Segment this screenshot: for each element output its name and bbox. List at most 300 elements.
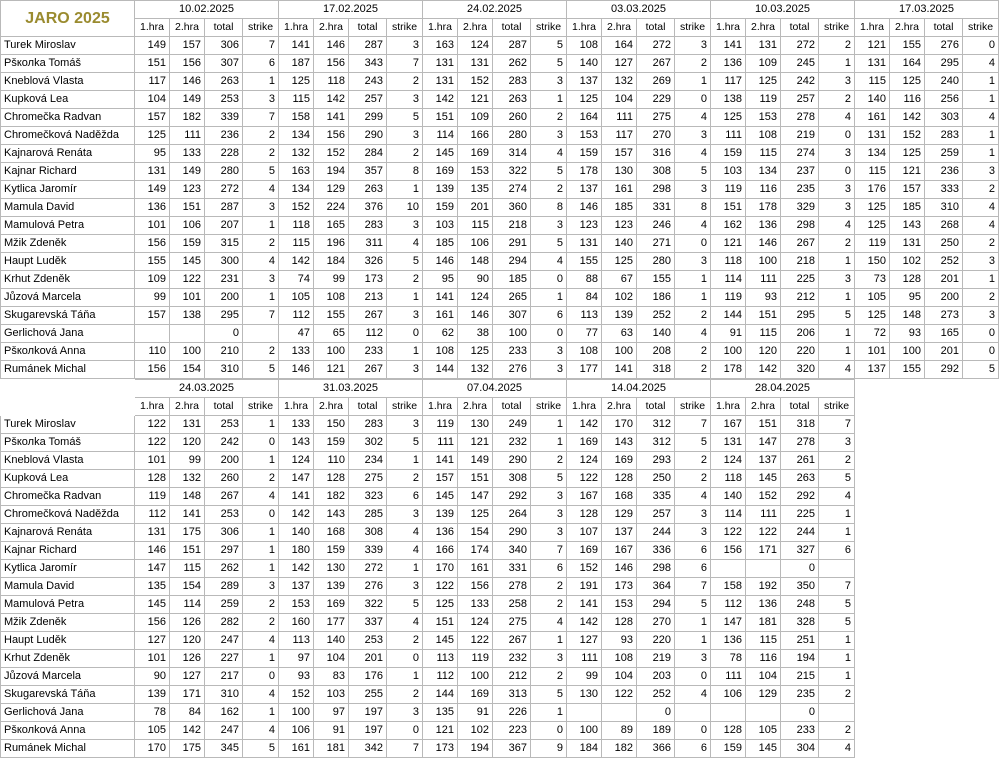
score-cell: 364 (637, 578, 675, 596)
score-cell: 5 (387, 434, 423, 452)
score-cell: 151 (458, 470, 493, 488)
score-cell: 127 (170, 668, 205, 686)
score-cell: 307 (493, 307, 531, 325)
score-cell: 100 (279, 704, 314, 722)
score-cell: 1 (819, 55, 855, 73)
score-cell: 2 (819, 235, 855, 253)
score-cell: 263 (781, 470, 819, 488)
score-cell: 6 (819, 542, 855, 560)
score-cell: 282 (205, 614, 243, 632)
score-cell: 100 (711, 343, 746, 361)
score-cell: 125 (135, 127, 170, 145)
score-cell: 366 (637, 740, 675, 758)
score-cell: 250 (637, 470, 675, 488)
spacer-cell (855, 470, 890, 488)
score-cell (675, 704, 711, 722)
score-cell: 278 (781, 434, 819, 452)
score-cell: 218 (781, 253, 819, 271)
score-cell: 1 (387, 452, 423, 470)
score-cell: 124 (711, 452, 746, 470)
score-cell: 1 (675, 632, 711, 650)
score-cell: 2 (243, 343, 279, 361)
score-cell: 173 (423, 740, 458, 758)
score-cell: 357 (349, 163, 387, 181)
player-name-cell: Gerlichová Jana (1, 704, 135, 722)
score-cell: 2 (963, 289, 999, 307)
player-name-cell: Mžik Zdeněk (1, 235, 135, 253)
score-cell: 343 (349, 55, 387, 73)
score-cell: 142 (279, 506, 314, 524)
score-cell: 122 (458, 632, 493, 650)
score-cell: 136 (746, 217, 781, 235)
score-cell: 122 (423, 578, 458, 596)
score-cell: 152 (567, 560, 602, 578)
score-cell: 152 (458, 73, 493, 91)
score-cell: 134 (279, 181, 314, 199)
score-cell: 120 (746, 343, 781, 361)
score-cell: 318 (781, 416, 819, 434)
score-cell: 300 (205, 253, 243, 271)
score-cell: 291 (493, 235, 531, 253)
score-cell: 111 (170, 127, 205, 145)
score-cell: 275 (637, 109, 675, 127)
score-cell: 322 (349, 596, 387, 614)
spacer-cell (855, 488, 890, 506)
spacer-cell (890, 542, 925, 560)
score-cell: 102 (458, 722, 493, 740)
score-cell: 310 (205, 361, 243, 379)
score-cell: 192 (746, 578, 781, 596)
table-row (1, 217, 999, 235)
score-cell: 147 (746, 434, 781, 452)
score-cell: 247 (205, 722, 243, 740)
score-cell: 156 (314, 55, 349, 73)
score-cell: 203 (637, 668, 675, 686)
score-cell: 272 (637, 37, 675, 55)
spacer-cell (925, 488, 963, 506)
score-cell: 267 (205, 488, 243, 506)
spacer-cell (855, 506, 890, 524)
spacer-cell (963, 560, 999, 578)
score-cell: 224 (314, 199, 349, 217)
score-cell: 3 (819, 434, 855, 452)
score-cell: 181 (314, 740, 349, 758)
score-cell: 0 (675, 235, 711, 253)
score-cell: 78 (135, 704, 170, 722)
score-cell: 157 (135, 109, 170, 127)
spacer-cell (963, 686, 999, 704)
score-cell: 5 (387, 253, 423, 271)
score-cell: 142 (279, 560, 314, 578)
score-cell: 95 (423, 271, 458, 289)
score-cell: 137 (567, 73, 602, 91)
spacer-cell (855, 416, 890, 434)
score-cell: 337 (349, 614, 387, 632)
score-cell: 142 (314, 91, 349, 109)
score-cell: 101 (855, 343, 890, 361)
spacer-cell (855, 560, 890, 578)
score-cell: 253 (349, 632, 387, 650)
score-cell: 292 (925, 361, 963, 379)
score-cell: 146 (458, 307, 493, 325)
score-cell: 149 (135, 37, 170, 55)
score-cell: 2 (963, 235, 999, 253)
score-cell: 304 (781, 740, 819, 758)
score-cell: 101 (135, 452, 170, 470)
score-cell: 1 (819, 325, 855, 343)
score-cell: 110 (135, 343, 170, 361)
score-cell: 141 (279, 488, 314, 506)
score-cell: 225 (781, 271, 819, 289)
spacer-cell (963, 722, 999, 740)
score-cell: 2 (243, 596, 279, 614)
score-cell: 124 (567, 452, 602, 470)
score-cell: 99 (567, 668, 602, 686)
column-header-strike: strike (243, 398, 279, 416)
score-cell: 7 (819, 416, 855, 434)
score-cell: 323 (349, 488, 387, 506)
spacer-cell (855, 704, 890, 722)
score-cell: 113 (567, 307, 602, 325)
score-cell: 280 (493, 127, 531, 145)
score-cell: 253 (205, 506, 243, 524)
score-cell: 143 (602, 434, 637, 452)
score-cell: 93 (746, 289, 781, 307)
spacer-cell (890, 560, 925, 578)
score-cell: 117 (711, 73, 746, 91)
column-header-total: total (205, 19, 243, 37)
score-cell: 5 (963, 361, 999, 379)
score-cell: 159 (314, 542, 349, 560)
column-header-2hra: 2.hra (602, 398, 637, 416)
column-header-1hra: 1.hra (135, 19, 170, 37)
score-cell: 134 (279, 127, 314, 145)
spacer-cell (1, 398, 135, 416)
score-cell: 1 (243, 289, 279, 307)
spacer-cell (963, 740, 999, 758)
score-cell: 120 (170, 434, 205, 452)
score-cell: 247 (205, 632, 243, 650)
score-cell: 164 (890, 55, 925, 73)
score-cell: 143 (890, 217, 925, 235)
score-cell: 4 (963, 217, 999, 235)
score-cell: 243 (349, 73, 387, 91)
column-header-strike: strike (675, 19, 711, 37)
score-cell: 0 (531, 325, 567, 343)
score-cell: 159 (423, 199, 458, 217)
score-cell: 1 (531, 632, 567, 650)
score-cell: 121 (423, 722, 458, 740)
score-cell: 108 (746, 127, 781, 145)
score-cell: 144 (423, 361, 458, 379)
score-cell: 1 (819, 506, 855, 524)
table-row (1, 271, 999, 289)
score-cell: 4 (675, 488, 711, 506)
score-cell: 137 (567, 181, 602, 199)
score-cell: 100 (890, 343, 925, 361)
score-cell: 123 (567, 217, 602, 235)
score-cell: 1 (531, 704, 567, 722)
table-row (1, 632, 999, 650)
score-cell: 91 (711, 325, 746, 343)
column-header-1hra: 1.hra (855, 19, 890, 37)
score-cell: 157 (423, 470, 458, 488)
score-cell: 237 (781, 163, 819, 181)
score-cell: 3 (387, 307, 423, 325)
spacer-cell (925, 434, 963, 452)
score-cell: 115 (746, 325, 781, 343)
score-cell: 1 (963, 91, 999, 109)
score-cell (170, 325, 205, 343)
score-cell: 1 (819, 524, 855, 542)
table-row (1, 199, 999, 217)
score-cell: 308 (349, 524, 387, 542)
score-cell: 108 (602, 650, 637, 668)
score-cell: 3 (387, 704, 423, 722)
player-name-cell: Gerlichová Jana (1, 325, 135, 343)
spacer-cell (963, 416, 999, 434)
score-cell: 146 (135, 542, 170, 560)
score-cell: 139 (314, 578, 349, 596)
score-cell: 141 (314, 109, 349, 127)
score-cell: 3 (531, 343, 567, 361)
score-cell: 114 (711, 506, 746, 524)
score-cell: 133 (279, 416, 314, 434)
score-cell: 302 (349, 434, 387, 452)
score-cell: 173 (349, 271, 387, 289)
score-cell: 2 (531, 452, 567, 470)
score-cell: 4 (243, 632, 279, 650)
score-cell: 0 (963, 343, 999, 361)
score-cell: 154 (458, 524, 493, 542)
score-cell: 145 (746, 470, 781, 488)
score-cell: 125 (890, 145, 925, 163)
score-cell: 2 (675, 361, 711, 379)
score-cell: 322 (493, 163, 531, 181)
score-cell: 115 (279, 91, 314, 109)
score-cell: 113 (423, 650, 458, 668)
score-cell: 295 (781, 307, 819, 325)
spacer-cell (890, 668, 925, 686)
score-cell: 7 (675, 416, 711, 434)
score-cell: 2 (243, 145, 279, 163)
score-cell: 2 (243, 127, 279, 145)
score-cell: 147 (135, 560, 170, 578)
column-header-total: total (493, 398, 531, 416)
table-row (1, 361, 999, 379)
score-cell: 376 (349, 199, 387, 217)
score-cell: 128 (890, 271, 925, 289)
score-cell: 111 (423, 434, 458, 452)
score-cell: 2 (387, 271, 423, 289)
score-cell: 0 (675, 722, 711, 740)
table-row (1, 73, 999, 91)
score-cell: 72 (855, 325, 890, 343)
score-cell (243, 325, 279, 343)
player-name-cell: Skugarevská Táňa (1, 307, 135, 325)
score-cell: 138 (170, 307, 205, 325)
score-cell: 169 (567, 434, 602, 452)
score-cell: 144 (711, 307, 746, 325)
score-cell: 128 (602, 614, 637, 632)
score-cell: 367 (493, 740, 531, 758)
score-cell: 103 (711, 163, 746, 181)
spacer-cell (925, 596, 963, 614)
score-cell: 114 (170, 596, 205, 614)
score-cell: 132 (458, 361, 493, 379)
spacer-cell (890, 596, 925, 614)
score-cell: 97 (279, 650, 314, 668)
score-cell: 6 (531, 307, 567, 325)
score-cell: 278 (781, 109, 819, 127)
score-cell: 111 (746, 271, 781, 289)
column-header-strike: strike (819, 398, 855, 416)
score-cell: 136 (711, 632, 746, 650)
column-header-2hra: 2.hra (746, 19, 781, 37)
score-cell: 152 (279, 686, 314, 704)
score-cell: 293 (637, 452, 675, 470)
score-cell: 125 (458, 343, 493, 361)
score-cell: 316 (637, 145, 675, 163)
score-cell: 159 (170, 235, 205, 253)
score-cell: 120 (170, 632, 205, 650)
score-cell (746, 704, 781, 722)
score-cell: 142 (746, 361, 781, 379)
score-cell: 0 (637, 704, 675, 722)
score-cell: 3 (531, 217, 567, 235)
player-name-cell: Haupt Luděk (1, 253, 135, 271)
score-cell: 103 (423, 217, 458, 235)
spacer-cell (925, 470, 963, 488)
score-cell: 311 (349, 235, 387, 253)
column-header-1hra: 1.hra (567, 398, 602, 416)
score-cell: 3 (963, 163, 999, 181)
score-cell: 137 (279, 578, 314, 596)
score-cell: 115 (279, 235, 314, 253)
score-cell: 170 (423, 560, 458, 578)
score-cell: 5 (387, 109, 423, 127)
score-cell: 157 (170, 37, 205, 55)
score-cell: 307 (205, 55, 243, 73)
spacer-cell (855, 380, 999, 398)
score-cell: 118 (279, 217, 314, 235)
score-cell: 1 (387, 181, 423, 199)
score-cell: 116 (746, 650, 781, 668)
score-cell: 185 (493, 271, 531, 289)
spacer-cell (890, 398, 925, 416)
score-cell: 123 (602, 217, 637, 235)
score-cell: 3 (243, 271, 279, 289)
score-cell: 287 (349, 37, 387, 55)
score-cell: 185 (602, 199, 637, 217)
score-cell: 141 (711, 37, 746, 55)
score-cell: 5 (531, 163, 567, 181)
score-cell: 5 (819, 307, 855, 325)
score-cell: 152 (314, 145, 349, 163)
score-cell: 106 (279, 722, 314, 740)
score-cell: 0 (387, 325, 423, 343)
score-cell: 139 (602, 307, 637, 325)
score-cell: 84 (567, 289, 602, 307)
score-cell: 126 (170, 614, 205, 632)
score-cell: 1 (387, 668, 423, 686)
column-header-1hra: 1.hra (135, 398, 170, 416)
score-cell: 121 (314, 361, 349, 379)
score-cell: 233 (349, 343, 387, 361)
score-cell: 131 (855, 55, 890, 73)
date-header-cell: 28.04.2025 (711, 380, 855, 398)
score-cell: 194 (314, 163, 349, 181)
score-cell: 1 (531, 434, 567, 452)
spacer-cell (890, 506, 925, 524)
score-cell: 151 (170, 199, 205, 217)
score-cell: 152 (746, 488, 781, 506)
score-cell: 161 (855, 109, 890, 127)
table-row (1, 145, 999, 163)
score-cell: 169 (458, 145, 493, 163)
score-cell: 4 (675, 325, 711, 343)
column-header-1hra: 1.hra (423, 19, 458, 37)
score-cell: 148 (458, 253, 493, 271)
player-name-cell: Chromečka Radvan (1, 109, 135, 127)
column-header-strike: strike (531, 19, 567, 37)
score-cell: 3 (387, 416, 423, 434)
score-cell: 6 (531, 560, 567, 578)
score-cell: 4 (675, 109, 711, 127)
score-cell: 152 (279, 199, 314, 217)
score-cell: 168 (314, 524, 349, 542)
column-header-strike: strike (387, 398, 423, 416)
score-cell: 219 (781, 127, 819, 145)
score-cell: 141 (423, 289, 458, 307)
score-cell: 6 (387, 488, 423, 506)
score-cell: 104 (602, 668, 637, 686)
score-cell: 131 (458, 55, 493, 73)
score-cell: 8 (387, 163, 423, 181)
score-cell: 90 (458, 271, 493, 289)
spacer-cell (963, 542, 999, 560)
score-cell: 106 (458, 235, 493, 253)
score-cell (746, 560, 781, 578)
score-cell: 97 (314, 704, 349, 722)
score-cell: 109 (458, 109, 493, 127)
score-cell: 303 (925, 109, 963, 127)
score-cell: 0 (387, 650, 423, 668)
spacer-cell (963, 434, 999, 452)
player-name-cell: Krhut Zdeněk (1, 271, 135, 289)
score-cell: 144 (423, 686, 458, 704)
score-cell: 7 (675, 578, 711, 596)
date-header-cell: 24.03.2025 (135, 380, 279, 398)
score-cell: 129 (602, 506, 637, 524)
score-cell: 3 (675, 506, 711, 524)
score-cell: 228 (205, 145, 243, 163)
score-cell: 264 (493, 506, 531, 524)
player-name-cell: Kneblová Vlasta (1, 73, 135, 91)
score-cell: 145 (170, 253, 205, 271)
column-header-strike: strike (819, 19, 855, 37)
score-cell: 147 (279, 470, 314, 488)
spacer-cell (890, 722, 925, 740)
spacer-cell (925, 524, 963, 542)
spacer-cell (855, 668, 890, 686)
score-cell: 174 (458, 542, 493, 560)
score-cell: 5 (675, 163, 711, 181)
player-name-cell: Pšколková Anna (1, 343, 135, 361)
score-cell: 267 (493, 632, 531, 650)
date-header-cell: 03.03.2025 (567, 1, 711, 19)
table-row (1, 722, 999, 740)
